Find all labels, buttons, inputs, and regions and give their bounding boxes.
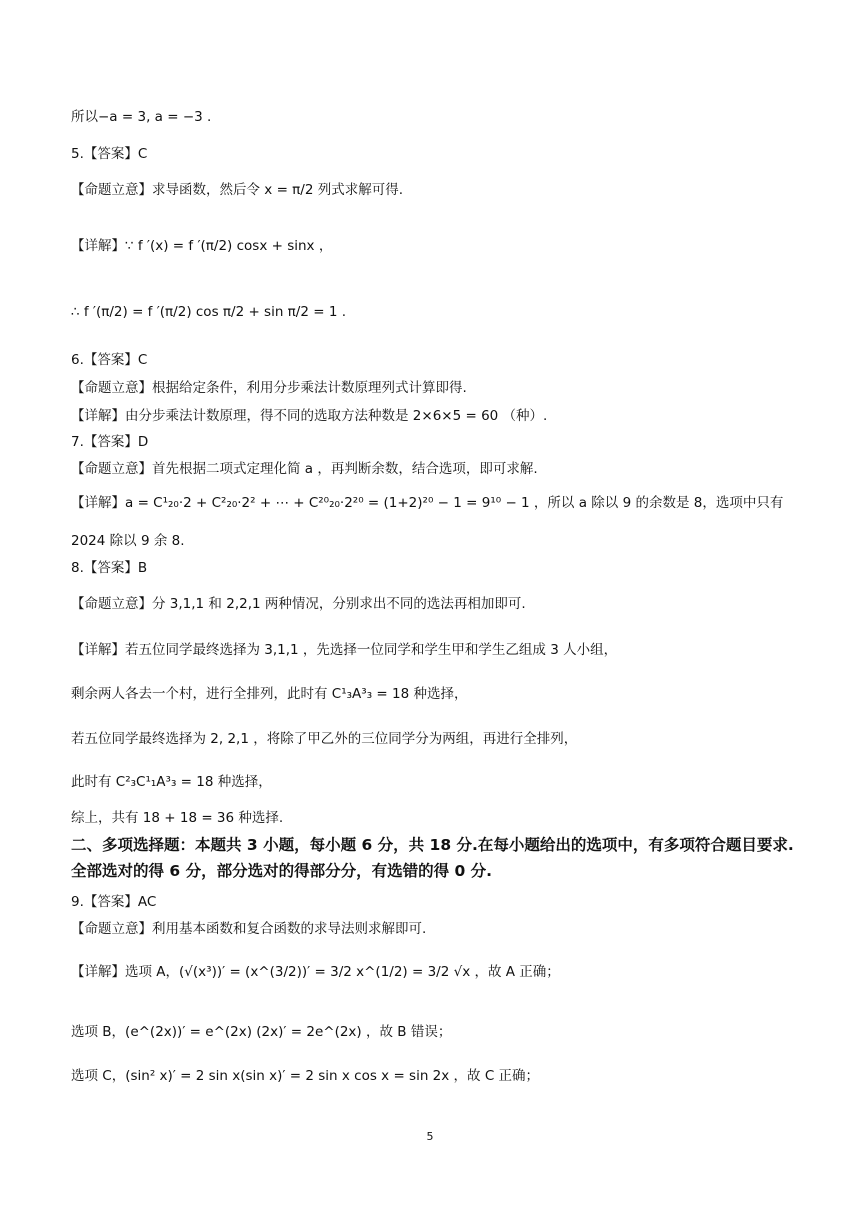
formula-line: 选项 B，(e^(2x))′ = e^(2x) (2x)′ = 2e^(2x) ，故 B 错误； [71, 1024, 452, 1040]
text-line: 【详解】若五位同学最终选择为 3,1,1 ，先选择一位同学和学生甲和学生乙组成 3 人小组， [71, 642, 618, 658]
text-line: 【详解】由分步乘法计数原理，得不同的选取方法种数是 2×6×5 = 60 （种）. [71, 408, 548, 424]
formula-line: 【详解】∵ f ′(x) = f ′(π/2) cosx + sinx ， [71, 238, 333, 254]
answer-label: 6.【答案】C [71, 352, 148, 368]
text-line: 剩余两人各去一个村，进行全排列，此时有 C¹₃A³₃ = 18 种选择， [71, 686, 468, 702]
answer-label: 9.【答案】AC [71, 894, 157, 910]
page-number: 5 [426, 1130, 434, 1143]
answer-label: 7.【答案】D [71, 434, 149, 450]
answer-label: 5.【答案】C [71, 146, 148, 162]
text-line: 所以−a = 3, a = −3 . [71, 109, 212, 125]
text-line: 【命题立意】求导函数，然后令 x = π/2 列式求解可得. [71, 182, 404, 198]
text-line: 若五位同学最终选择为 2, 2,1 ，将除了甲乙外的三位同学分为两组，再进行全排列， [71, 731, 578, 747]
formula-line: 【详解】选项 A，(√(x³))′ = (x^(3/2))′ = 3/2 x^(1/2) = 3/2 √x ，故 A 正确； [71, 964, 560, 980]
text-line: 【命题立意】分 3,1,1 和 2,2,1 两种情况，分别求出不同的选法再相加即可. [71, 596, 526, 612]
text-line: 此时有 C²₃C¹₁A³₃ = 18 种选择， [71, 774, 272, 790]
answer-label: 8.【答案】B [71, 560, 148, 576]
section-heading: 二、多项选择题：本题共 3 小题，每小题 6 分，共 18 分.在每小题给出的选项中，有多项符合题目要求.全部选对的得 6 分，部分选对的得部分分，有选错的得 0 分. [71, 836, 794, 880]
formula-line: 【详解】a = C¹₂₀·2 + C²₂₀·2² + ⋯ + C²⁰₂₀·2²⁰ = (1+2)²⁰ − 1 = 9¹⁰ − 1 ，所以 a 除以 9 的余数是 8，选项中只有 [71, 495, 784, 511]
formula-line: ∴ f ′(π/2) = f ′(π/2) cos π/2 + sin π/2 = 1 . [71, 304, 347, 320]
text-line: 2024 除以 9 余 8. [71, 533, 185, 549]
text-line: 【命题立意】首先根据二项式定理化简 a ，再判断余数，结合选项，即可求解. [71, 461, 538, 477]
text-line: 综上，共有 18 + 18 = 36 种选择. [71, 810, 284, 826]
formula-line: 选项 C，(sin² x)′ = 2 sin x(sin x)′ = 2 sin x cos x = sin 2x ，故 C 正确； [71, 1068, 540, 1084]
text-line: 【命题立意】利用基本函数和复合函数的求导法则求解即可. [71, 921, 427, 937]
text-line: 【命题立意】根据给定条件，利用分步乘法计数原理列式计算即得. [71, 380, 467, 396]
